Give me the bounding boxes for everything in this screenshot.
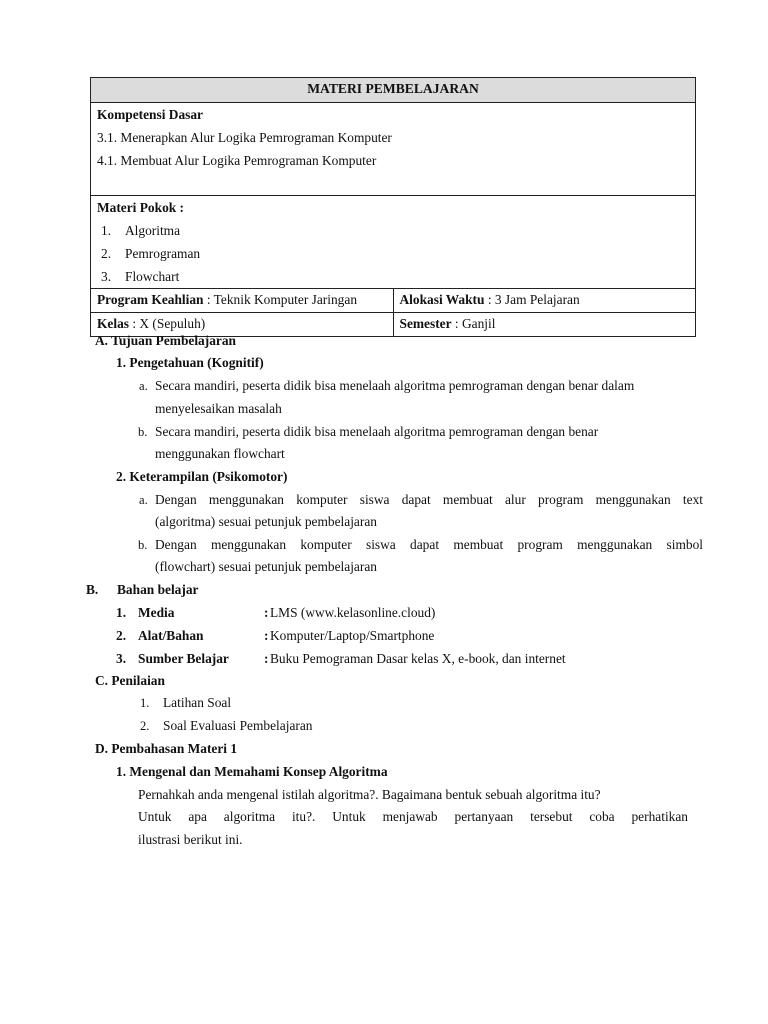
- penilaian-item: Soal Evaluasi Pembelajaran: [163, 718, 313, 733]
- kompetensi-dasar-cell: [91, 103, 696, 196]
- kompetensi-dasar-label: Kompetensi Dasar: [97, 107, 204, 122]
- materi-item: [97, 219, 689, 242]
- alokasi-waktu-cell: [393, 289, 696, 313]
- materi-text: Flowchart: [125, 269, 180, 284]
- program-keahlian-label: Program Keahlian: [97, 292, 204, 307]
- bahan-separator: :: [264, 651, 269, 666]
- alokasi-waktu-value: : 3 Jam Pelajaran: [484, 292, 580, 307]
- section-a-heading: A. Tujuan Pembelajaran: [95, 333, 236, 348]
- section-b-heading: Bahan belajar: [117, 582, 199, 597]
- bahan-value: LMS (www.kelasonline.cloud): [270, 605, 436, 620]
- penilaian-number: 2.: [140, 719, 150, 733]
- materi-table: [90, 77, 696, 337]
- paragraph-line: Pernahkah anda mengenal istilah algoritma?. Bagaimana bentuk sebuah algoritma itu?: [138, 787, 601, 802]
- section-c-heading: C. Penilaian: [95, 673, 165, 688]
- paragraph-line: Dengan menggunakan komputer siswa dapat membuat program menggunakan simbol: [155, 537, 703, 552]
- bahan-key: Alat/Bahan: [138, 628, 204, 643]
- materi-item: [97, 242, 689, 265]
- alokasi-waktu-label: Alokasi Waktu: [399, 292, 485, 307]
- paragraph-line: Secara mandiri, peserta didik bisa menelaah algoritma pemrograman dengan benar dalam: [155, 378, 635, 393]
- bahan-number: 3.: [116, 651, 127, 666]
- materi-number: 3.: [101, 269, 112, 284]
- bahan-value: Buku Pemograman Dasar kelas X, e-book, dan internet: [270, 651, 566, 666]
- paragraph-line: Untuk apa algoritma itu?. Untuk menjawab pertanyaan tersebut coba perhatikan: [138, 809, 688, 824]
- paragraph-line: Secara mandiri, peserta didik bisa menelaah algoritma pemrograman dengan benar: [155, 424, 599, 439]
- bahan-number: 1.: [116, 605, 127, 620]
- materi-pokok-cell: [91, 196, 696, 289]
- semester-cell: [393, 313, 696, 337]
- bahan-key: Media: [138, 605, 175, 620]
- subsection-d1-heading: 1. Mengenal dan Memahami Konsep Algoritma: [116, 764, 388, 779]
- semester-value: : Ganjil: [451, 316, 496, 331]
- program-keahlian-cell: [91, 289, 394, 313]
- list-marker: b.: [138, 425, 148, 439]
- materi-pokok-label: Materi Pokok :: [97, 200, 185, 215]
- penilaian-item: Latihan Soal: [163, 695, 232, 710]
- semester-label: Semester: [399, 316, 452, 331]
- kompetensi-item: 3.1. Menerapkan Alur Logika Pemrograman Komputer: [97, 130, 392, 145]
- bahan-number: 2.: [116, 628, 127, 643]
- paragraph-line: Dengan menggunakan komputer siswa dapat membuat alur program menggunakan text: [155, 492, 703, 507]
- bahan-separator: :: [264, 628, 269, 643]
- subsection-a2-heading: 2. Keterampilan (Psikomotor): [116, 469, 288, 484]
- program-keahlian-value: : Teknik Komputer Jaringan: [203, 292, 358, 307]
- materi-text: Pemrograman: [125, 246, 201, 261]
- materi-item: [97, 265, 689, 288]
- penilaian-number: 1.: [140, 696, 150, 710]
- list-marker: a.: [139, 493, 148, 507]
- kelas-label: Kelas: [97, 316, 129, 331]
- kompetensi-item: 4.1. Membuat Alur Logika Pemrograman Komputer: [97, 153, 377, 168]
- bahan-value: Komputer/Laptop/Smartphone: [270, 628, 435, 643]
- paragraph-line: (flowchart) sesuai petunjuk pembelajaran: [155, 559, 377, 574]
- table-title: MATERI PEMBELAJARAN: [91, 78, 696, 103]
- bahan-key: Sumber Belajar: [138, 651, 229, 666]
- paragraph-line: (algoritma) sesuai petunjuk pembelajaran: [155, 514, 377, 529]
- section-b-marker: B.: [86, 582, 99, 597]
- subsection-a1-heading: 1. Pengetahuan (Kognitif): [116, 355, 264, 370]
- paragraph-line: menggunakan flowchart: [155, 446, 285, 461]
- paragraph-line: menyelesaikan masalah: [155, 401, 282, 416]
- materi-number: 2.: [101, 246, 112, 261]
- list-marker: b.: [138, 538, 148, 552]
- materi-text: Algoritma: [125, 223, 181, 238]
- section-d-heading: D. Pembahasan Materi 1: [95, 741, 238, 756]
- materi-number: 1.: [101, 223, 112, 238]
- list-marker: a.: [139, 379, 148, 393]
- kelas-value: : X (Sepuluh): [129, 316, 206, 331]
- paragraph-line: ilustrasi berikut ini.: [138, 832, 243, 847]
- bahan-separator: :: [264, 605, 269, 620]
